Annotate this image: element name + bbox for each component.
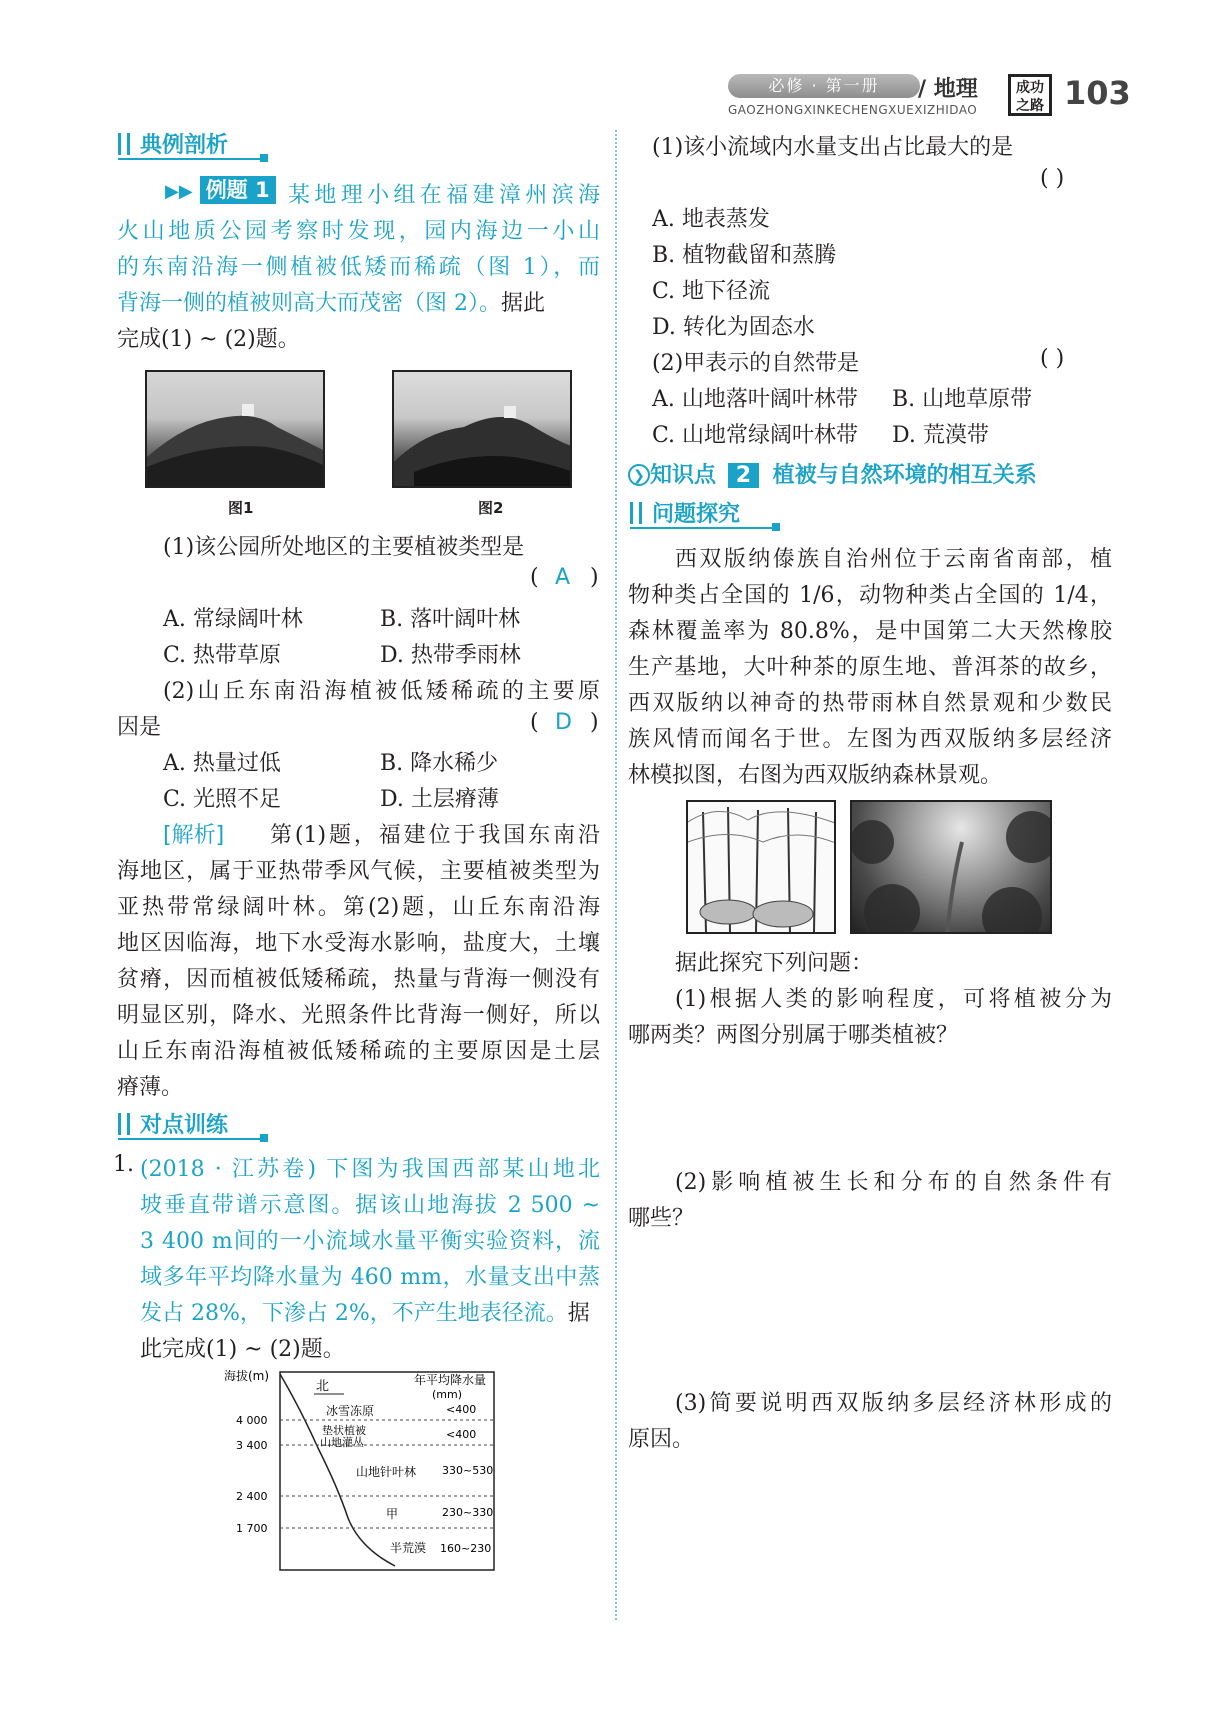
training-line-0: (2018 · 江苏卷) 下图为我国西部某山地北 <box>140 1157 600 1182</box>
analysis-line-5: 明显区别，降水、光照条件比背海一侧好，所以 <box>117 1003 600 1028</box>
belt-precip-2: 330~530 <box>442 1464 494 1477</box>
q2-option-a: A. 热量过低 <box>163 751 281 776</box>
q2-option-d: D. 土层瘠薄 <box>380 787 499 812</box>
q2-stem-2: 因是 <box>117 715 162 740</box>
header-pinyin: GAOZHONGXINKECHENGXUEXIZHIDAO <box>728 103 978 117</box>
q1-option-b: B. 落叶阔叶林 <box>380 607 521 632</box>
figure-1-photo <box>145 370 325 488</box>
intro-line-5: 族风情而闻名于世。左图为西双版纳多层经济 <box>628 727 1112 752</box>
column-divider <box>615 130 617 1620</box>
hill-photo-icon <box>147 372 325 488</box>
q1-option-a: A. 常绿阔叶林 <box>163 607 303 632</box>
belt-precip-0: <400 <box>446 1403 477 1416</box>
multilayer-forest-drawing <box>686 800 836 934</box>
r-q1-option-c: C. 地下径流 <box>652 279 771 304</box>
knowledge-point-number: 2 <box>728 463 759 488</box>
forest-drawing-icon <box>688 802 836 934</box>
precip-header: 年平均降水量 <box>414 1373 487 1387</box>
analysis-line-0: 第(1)题，福建位于我国东南沿 <box>270 823 600 848</box>
q1-option-c: C. 热带草原 <box>163 643 282 668</box>
belt-name-4: 半荒漠 <box>390 1541 427 1555</box>
problem-3-line-0: (3)简要说明西双版纳多层经济林形成的 <box>675 1391 1112 1416</box>
intro-line-0: 西双版纳傣族自治州位于云南省南部，植 <box>675 547 1112 572</box>
heading-square-icon <box>772 523 780 531</box>
r-q1-option-b: B. 植物截留和蒸腾 <box>652 243 837 268</box>
example-tag-row <box>165 176 276 204</box>
analysis-line-7: 瘠薄。 <box>117 1075 184 1100</box>
section-heading-training: 对点训练 <box>118 1108 228 1139</box>
intro-line-4: 西双版纳以神奇的热带雨林自然景观和少数民 <box>628 691 1112 716</box>
problem-1-line-0: (1)根据人类的影响程度，可将植被分为 <box>675 987 1112 1012</box>
vertical-zonation-diagram <box>220 1368 510 1578</box>
training-line-5: 此完成(1) ~ (2)题。 <box>140 1337 345 1362</box>
explore-intro: 据此探究下列问题： <box>675 951 874 976</box>
double-arrow-icon: ▶▶ <box>165 181 193 202</box>
heading-underline <box>118 158 263 160</box>
example-line-0: 某地理小组在福建漳州滨海 <box>288 183 600 208</box>
training-number: 1. <box>113 1152 134 1177</box>
r-q2-stem: (2)甲表示的自然带是 <box>652 351 860 376</box>
knowledge-point-heading: ❯ 知识点 2 植被与自然环境的相互关系 <box>628 458 1037 489</box>
example-line-2: 的东南沿海一侧植被低矮而稀疏（图 1），而 <box>117 255 600 280</box>
heading-square-icon <box>260 1134 268 1142</box>
training-line-1: 坡垂直带谱示意图。据该山地海拔 2 500 ~ <box>140 1193 600 1218</box>
analysis-line-1: 海地区，属于亚热带季风气候，主要植被类型为 <box>117 859 600 884</box>
section-heading-examples: 典例剖析 <box>118 128 228 159</box>
section-heading-explore: 问题探究 <box>630 497 740 528</box>
r-q1-answer-bracket: ( ) <box>1040 166 1065 191</box>
problem-2-line-0: (2)影响植被生长和分布的自然条件有 <box>675 1170 1112 1195</box>
heading-bars-icon <box>118 1113 130 1135</box>
analysis-tag: [解析] <box>163 823 225 848</box>
q1-stem: (1)该公园所处地区的主要植被类型是 <box>163 535 525 560</box>
training-line-3: 域多年平均降水量为 460 mm，水量支出中蒸 <box>140 1265 600 1290</box>
belt-name-3: 甲 <box>386 1507 399 1521</box>
example-line-3: 背海一侧的植被则高大而茂密（图 2）。据此 <box>117 291 546 316</box>
figure-2-photo <box>392 370 572 488</box>
training-line-4: 发占 28%，下渗占 2%，不产生地表径流。据 <box>140 1301 590 1326</box>
q2-answer: D <box>555 710 572 735</box>
diagram-north-label: 北 <box>316 1379 330 1394</box>
precip-unit: (mm) <box>432 1388 463 1401</box>
analysis-line-3: 地区因临海，地下水受海水影响，盐度大，土壤 <box>117 931 600 956</box>
q1-answer-bracket: ( <box>530 565 539 590</box>
q2-answer-bracket: ( <box>530 710 539 735</box>
training-line-2: 3 400 m间的一小流域水量平衡实验资料，流 <box>140 1229 600 1254</box>
intro-line-1: 物种类占全国的 1/6，动物种类占全国的 1/4， <box>628 583 1112 608</box>
tick-label-1700: 1 700 <box>236 1522 268 1535</box>
belt-precip-1: <400 <box>446 1428 477 1441</box>
heading-underline <box>118 1138 263 1140</box>
rainforest-photo <box>850 800 1052 934</box>
heading-bars-icon <box>118 133 130 155</box>
intro-line-6: 林模拟图，右图为西双版纳森林景观。 <box>628 763 1003 788</box>
heading-underline <box>630 527 775 529</box>
analysis-line-4: 贫瘠，因而植被低矮稀疏，热量与背海一侧没有 <box>117 967 600 992</box>
q1-option-d: D. 热带季雨林 <box>380 643 521 668</box>
q2-answer-bracket: ) <box>590 710 599 735</box>
page-number: 103 <box>1064 74 1131 112</box>
figure-2-caption: 图2 <box>478 499 504 517</box>
problem-1-line-1: 哪两类？两图分别属于哪类植被？ <box>628 1023 959 1048</box>
example-line-1: 火山地质公园考察时发现，园内海边一小山 <box>117 219 600 244</box>
tick-label-3400: 3 400 <box>236 1439 268 1452</box>
example-tag: 例题 1 <box>200 176 276 204</box>
r-q2-option-d: D. 荒漠带 <box>892 423 989 448</box>
tick-label-2400: 2 400 <box>236 1490 268 1503</box>
r-q1-option-d: D. 转化为固态水 <box>652 315 815 340</box>
knowledge-point-title: 植被与自然环境的相互关系 <box>772 463 1037 488</box>
problem-2-line-1: 哪些？ <box>628 1206 695 1231</box>
belt-name-2: 山地针叶林 <box>356 1465 417 1479</box>
belt-precip-4: 160~230 <box>440 1542 492 1555</box>
q2-option-b: B. 降水稀少 <box>380 751 499 776</box>
intro-line-3: 生产基地，大叶种茶的原生地、普洱茶的故乡， <box>628 655 1112 680</box>
book-logo: 成功之路 <box>1008 74 1052 116</box>
r-q2-option-a: A. 山地落叶阔叶林带 <box>652 387 858 412</box>
tick-label-4000: 4 000 <box>236 1414 268 1427</box>
hill-photo-icon <box>394 372 572 488</box>
rainforest-photo-icon <box>852 802 1052 934</box>
analysis-line-6: 山丘东南沿海植被低矮稀疏的主要原因是土层 <box>117 1039 600 1064</box>
example-line-4: 完成(1) ~ (2)题。 <box>117 327 300 352</box>
heading-bars-icon <box>630 502 642 524</box>
q2-option-c: C. 光照不足 <box>163 787 282 812</box>
belt-name-1: 垫状植被山地灌丛 <box>320 1424 366 1449</box>
r-q1-stem: (1)该小流域内水量支出占比最大的是 <box>652 135 1014 160</box>
q2-stem-1: (2)山丘东南沿海植被低矮稀疏的主要原 <box>163 679 600 704</box>
problem-3-line-1: 原因。 <box>628 1427 695 1452</box>
belt-name-0: 冰雪冻原 <box>326 1404 375 1418</box>
r-q2-answer-bracket: ( ) <box>1040 346 1065 371</box>
q1-answer: A <box>555 565 571 590</box>
heading-square-icon <box>260 154 268 162</box>
header-pill: 必修 · 第一册 <box>728 74 920 98</box>
r-q2-option-c: C. 山地常绿阔叶林带 <box>652 423 859 448</box>
intro-line-2: 森林覆盖率为 80.8%，是中国第二大天然橡胶 <box>628 619 1112 644</box>
header-subject: / 地理 <box>918 77 978 102</box>
analysis-line-2: 亚热带常绿阔叶林。第(2)题，山丘东南沿海 <box>117 895 600 920</box>
figure-1-caption: 图1 <box>228 499 254 517</box>
belt-precip-3: 230~330 <box>442 1506 494 1519</box>
chevron-right-icon: ❯ <box>628 464 650 486</box>
r-q1-option-a: A. 地表蒸发 <box>652 207 770 232</box>
diagram-ylabel: 海拔(m) <box>224 1369 270 1383</box>
r-q2-option-b: B. 山地草原带 <box>892 387 1033 412</box>
q1-answer-bracket: ) <box>590 565 599 590</box>
